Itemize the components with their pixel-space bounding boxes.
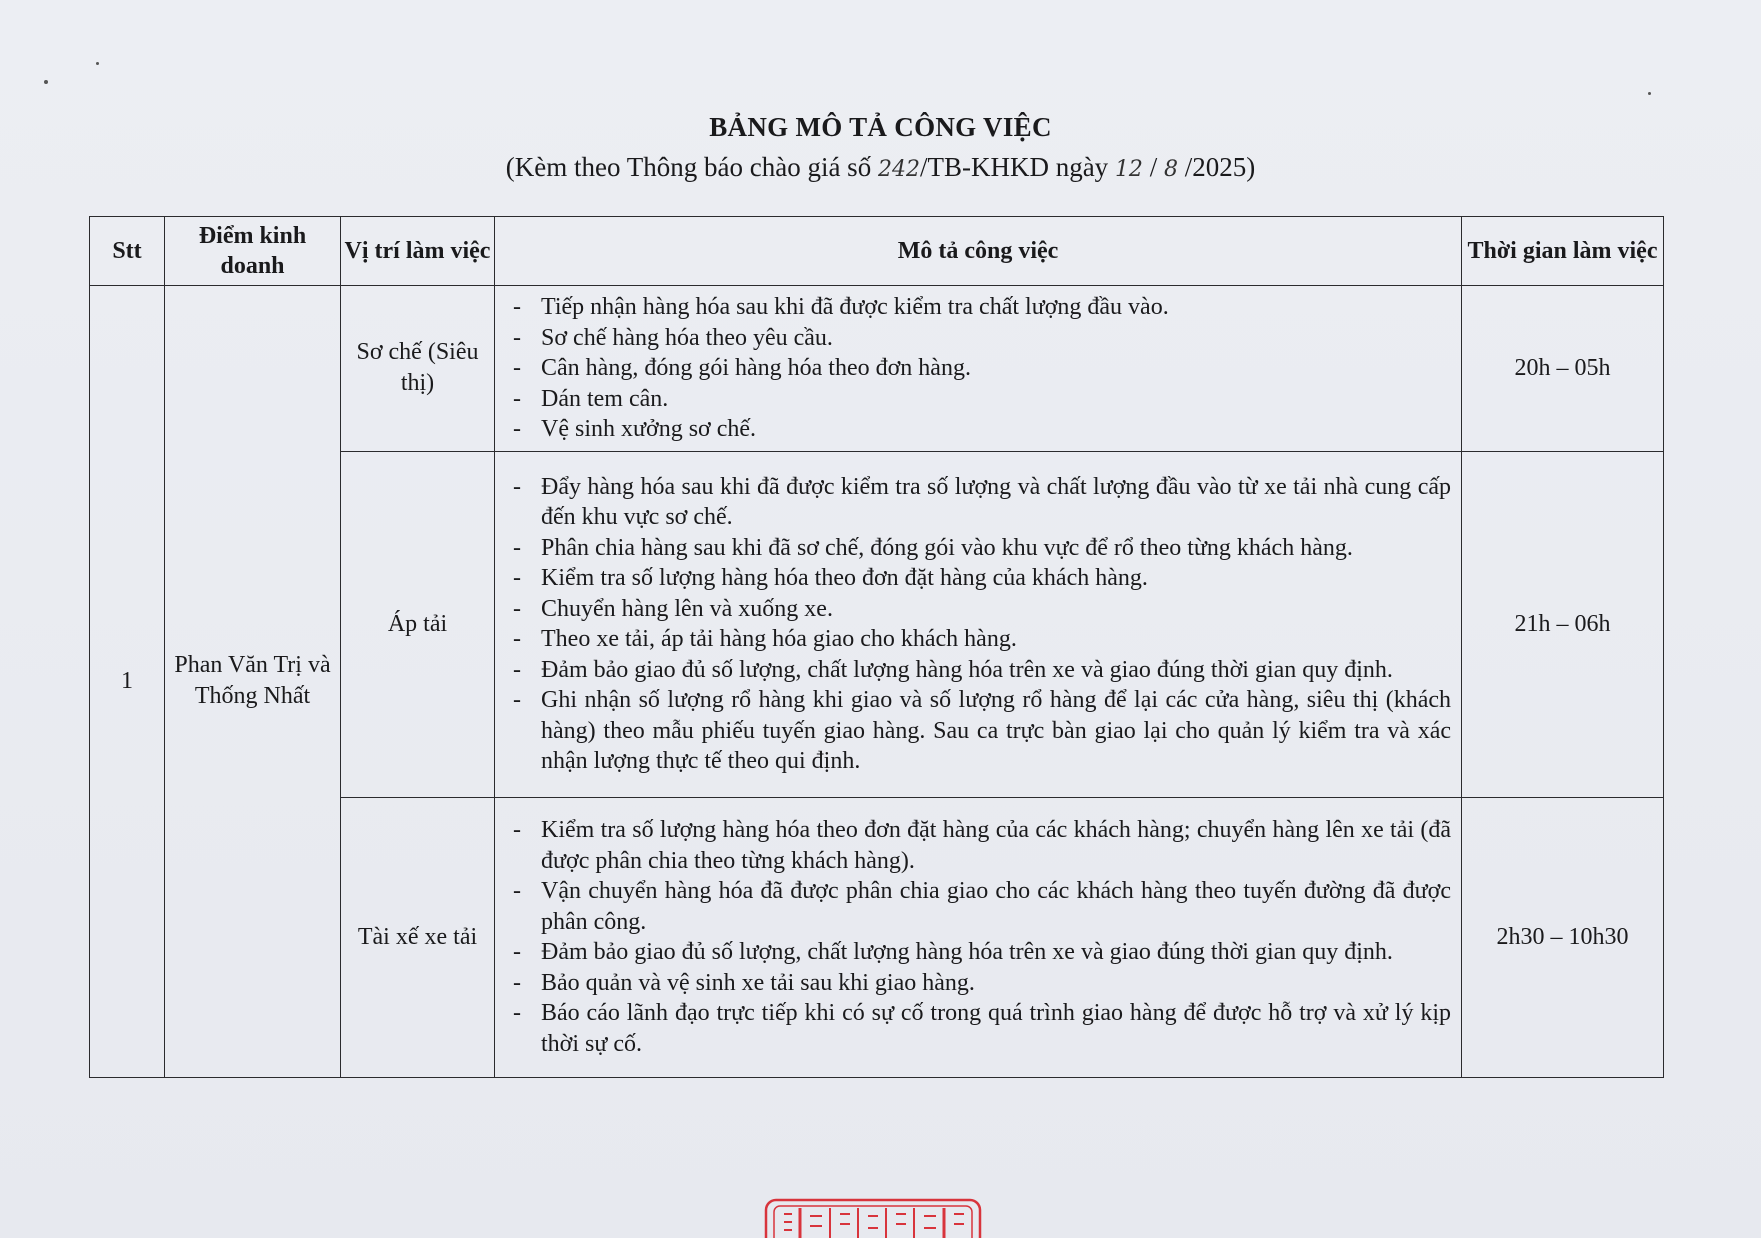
list-item: - Cân hàng, đóng gói hàng hóa theo đơn hàng. bbox=[513, 353, 1451, 384]
list-item: - Ghi nhận số lượng rổ hàng khi giao và số lượng rổ hàng để lại các cửa hàng, siêu thị (khách hàng) theo mẫu phiếu tuyến giao hàng. Sau ca trực bàn giao lại cho quản lý kiểm tra và xác nhận lượng thực tế theo qui định. bbox=[513, 685, 1451, 777]
header-description: Mô tả công việc bbox=[495, 217, 1462, 286]
position-cell: Tài xế xe tải bbox=[341, 797, 495, 1077]
list-item: - Theo xe tải, áp tải hàng hóa giao cho khách hàng. bbox=[513, 624, 1451, 655]
handwritten-month: 8 bbox=[1163, 157, 1178, 182]
header-position: Vị trí làm việc bbox=[341, 217, 495, 286]
subtitle-prefix: (Kèm theo Thông báo chào giá số bbox=[505, 152, 872, 182]
description-cell bbox=[495, 797, 1462, 1077]
scan-speck bbox=[96, 62, 99, 65]
description-cell bbox=[495, 286, 1462, 452]
scan-speck bbox=[44, 80, 48, 84]
list-item: - Phân chia hàng sau khi đã sơ chế, đóng gói vào khu vực để rổ theo từng khách hàng. bbox=[513, 533, 1451, 564]
table-row bbox=[90, 286, 1664, 452]
document-title: BẢNG MÔ TẢ CÔNG VIỆC bbox=[709, 112, 1052, 142]
hours-cell: 20h – 05h bbox=[1462, 286, 1664, 452]
task-list bbox=[495, 466, 1461, 783]
official-seal-fragment bbox=[760, 1194, 986, 1238]
handwritten-number: 242 bbox=[877, 157, 920, 182]
hours-cell: 21h – 06h bbox=[1462, 451, 1664, 797]
description-cell bbox=[495, 451, 1462, 797]
list-item: - Vận chuyển hàng hóa đã được phân chia giao cho các khách hàng theo tuyến đường đã được phân công. bbox=[513, 876, 1451, 937]
header-location: Điểm kinh doanh bbox=[165, 217, 341, 286]
list-item: - Tiếp nhận hàng hóa sau khi đã được kiểm tra chất lượng đầu vào. bbox=[513, 292, 1451, 323]
subtitle-separator: / bbox=[1149, 152, 1158, 182]
header-hours: Thời gian làm việc bbox=[1462, 217, 1664, 286]
list-item: - Sơ chế hàng hóa theo yêu cầu. bbox=[513, 323, 1451, 354]
position-cell: Áp tải bbox=[341, 451, 495, 797]
handwritten-day: 12 bbox=[1114, 157, 1143, 182]
seal-icon bbox=[760, 1194, 986, 1238]
header-stt: Stt bbox=[90, 217, 165, 286]
document-subtitle bbox=[0, 152, 1761, 183]
list-item: - Báo cáo lãnh đạo trực tiếp khi có sự cố trong quá trình giao hàng để được hỗ trợ và xử lý kịp thời sự cố. bbox=[513, 998, 1451, 1059]
position-cell: Sơ chế (Siêu thị) bbox=[341, 286, 495, 452]
location-cell: Phan Văn Trị và Thống Nhất bbox=[165, 286, 341, 1078]
list-item: - Kiểm tra số lượng hàng hóa theo đơn đặt hàng của các khách hàng; chuyển hàng lên xe tải (đã được phân chia theo từng khách hàng). bbox=[513, 815, 1451, 876]
scan-speck bbox=[1648, 92, 1651, 95]
task-list bbox=[495, 809, 1461, 1065]
task-list bbox=[495, 286, 1461, 451]
subtitle-year: /2025) bbox=[1184, 152, 1256, 182]
stt-cell: 1 bbox=[90, 286, 165, 1078]
list-item: - Đảm bảo giao đủ số lượng, chất lượng hàng hóa trên xe và giao đúng thời gian quy định. bbox=[513, 937, 1451, 968]
list-item: - Đẩy hàng hóa sau khi đã được kiểm tra số lượng và chất lượng đầu vào từ xe tải nhà cung cấp đến khu vực sơ chế. bbox=[513, 472, 1451, 533]
list-item: - Vệ sinh xưởng sơ chế. bbox=[513, 414, 1451, 445]
list-item: - Dán tem cân. bbox=[513, 384, 1451, 415]
list-item: - Kiểm tra số lượng hàng hóa theo đơn đặt hàng của khách hàng. bbox=[513, 563, 1451, 594]
list-item: - Bảo quản và vệ sinh xe tải sau khi giao hàng. bbox=[513, 968, 1451, 999]
job-description-table bbox=[89, 216, 1664, 1078]
list-item: - Đảm bảo giao đủ số lượng, chất lượng hàng hóa trên xe và giao đúng thời gian quy định. bbox=[513, 655, 1451, 686]
subtitle-mid: /TB-KHKD ngày bbox=[919, 152, 1109, 182]
table-header-row bbox=[90, 217, 1664, 286]
list-item: - Chuyển hàng lên và xuống xe. bbox=[513, 594, 1451, 625]
hours-cell: 2h30 – 10h30 bbox=[1462, 797, 1664, 1077]
